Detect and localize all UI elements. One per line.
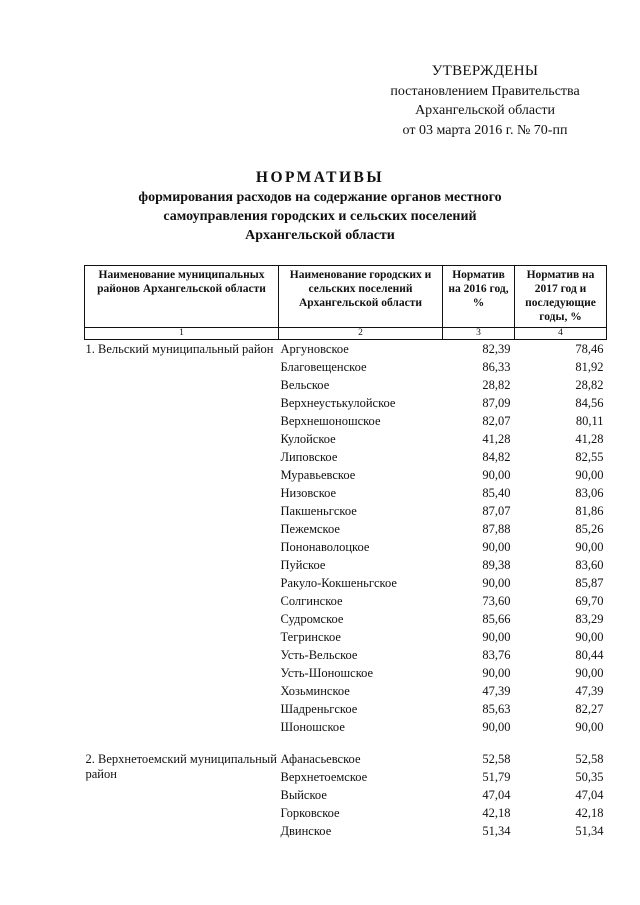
normative-2016: 41,28 bbox=[482, 431, 511, 446]
normative-2017: 85,26 bbox=[575, 521, 604, 536]
settlement-name: Тегринское bbox=[280, 629, 341, 644]
group-spacer bbox=[85, 736, 607, 750]
table-header-row bbox=[85, 266, 607, 328]
column-number: 3 bbox=[443, 328, 515, 340]
normative-2016: 82,39 bbox=[482, 341, 511, 356]
column-number: 2 bbox=[279, 328, 443, 340]
approval-line: Архангельской области bbox=[415, 103, 555, 118]
normative-2016: 87,88 bbox=[482, 521, 511, 536]
normative-2016: 90,00 bbox=[482, 575, 511, 590]
normative-2017: 83,06 bbox=[575, 485, 604, 500]
normative-2016: 47,04 bbox=[482, 787, 511, 802]
settlement-name: Двинское bbox=[280, 823, 332, 838]
normative-2017: 41,28 bbox=[575, 431, 604, 446]
normative-2017: 82,27 bbox=[575, 701, 604, 716]
settlement-name: Аргуновское bbox=[280, 341, 349, 356]
normative-2016: 87,07 bbox=[482, 503, 511, 518]
settlement-name: Усть-Шоношское bbox=[280, 665, 374, 680]
normative-2016: 90,00 bbox=[482, 539, 511, 554]
normative-2016: 51,79 bbox=[482, 769, 511, 784]
column-header-2017: Норматив на 2017 год и последующие годы, % bbox=[515, 266, 607, 328]
approval-line: постановлением Правительства bbox=[390, 83, 580, 99]
normative-2016: 85,63 bbox=[482, 701, 511, 716]
normative-2017: 42,18 bbox=[575, 805, 604, 820]
normative-2017: 90,00 bbox=[575, 467, 604, 482]
settlement-name: Горковское bbox=[280, 805, 340, 820]
normative-2016: 28,82 bbox=[482, 377, 511, 392]
normative-2016: 87,09 bbox=[482, 395, 511, 410]
settlement-name: Шоношское bbox=[280, 719, 345, 734]
district-name: 1. Вельский муниципальный район bbox=[85, 342, 274, 356]
document-title: НОРМАТИВЫ bbox=[255, 169, 385, 186]
settlement-name: Пононаволоцкое bbox=[280, 539, 370, 554]
normative-2017: 81,92 bbox=[575, 359, 604, 374]
normative-2017: 81,86 bbox=[575, 503, 604, 518]
normative-2017: 80,11 bbox=[575, 413, 604, 428]
settlement-name: Пуйское bbox=[280, 557, 326, 572]
normative-2016: 90,00 bbox=[482, 629, 511, 644]
normative-2016: 52,58 bbox=[482, 751, 511, 766]
settlement-name: Низовское bbox=[280, 485, 337, 500]
settlement-name: Судромское bbox=[280, 611, 344, 626]
normative-2017: 85,87 bbox=[575, 575, 604, 590]
document-subtitle: самоуправления городских и сельских поселений bbox=[163, 209, 477, 224]
normative-2017: 47,39 bbox=[575, 683, 604, 698]
settlement-name: Липовское bbox=[280, 449, 338, 464]
normative-2016: 85,66 bbox=[482, 611, 511, 626]
approval-date: от 03 марта 2016 г. № 70-пп bbox=[402, 122, 568, 138]
settlement-name: Благовещенское bbox=[280, 359, 367, 374]
settlement-name: Кулойское bbox=[280, 431, 336, 446]
normative-2017: 28,82 bbox=[575, 377, 604, 392]
settlement-name: Верхнетоемское bbox=[280, 769, 368, 784]
normative-2016: 84,82 bbox=[482, 449, 511, 464]
spacer-cell bbox=[85, 736, 607, 750]
normative-2016: 86,33 bbox=[482, 359, 511, 374]
settlement-name: Хозьминское bbox=[280, 683, 350, 698]
column-header-settlement: Наименование городских и сельских поселений Архангельской области bbox=[279, 266, 443, 328]
column-header-district: Наименование муниципальных районов Архангельской области bbox=[85, 266, 279, 328]
normative-2016: 51,34 bbox=[482, 823, 511, 838]
settlement-name: Муравьевское bbox=[280, 467, 356, 482]
normative-2016: 90,00 bbox=[482, 467, 511, 482]
normative-2017: 82,55 bbox=[575, 449, 604, 464]
normative-2016: 85,40 bbox=[482, 485, 511, 500]
column-header-2016: Норматив на 2016 год, % bbox=[443, 266, 515, 328]
settlement-name: Верхнеустькулойское bbox=[280, 395, 396, 410]
normative-2016: 90,00 bbox=[482, 665, 511, 680]
settlement-name: Верхнешоношское bbox=[280, 413, 381, 428]
table-body bbox=[85, 340, 607, 841]
settlement-name: Пежемское bbox=[280, 521, 340, 536]
approval-title: УТВЕРЖДЕНЫ bbox=[431, 63, 539, 79]
normative-2017: 83,60 bbox=[575, 557, 604, 572]
normative-2017: 90,00 bbox=[575, 719, 604, 734]
column-number: 4 bbox=[515, 328, 607, 340]
normative-2016: 89,38 bbox=[482, 557, 511, 572]
normative-2017: 78,46 bbox=[575, 341, 604, 356]
column-number: 1 bbox=[85, 328, 279, 340]
normative-2017: 50,35 bbox=[575, 769, 604, 784]
district-name: 2. Верхнетоемский муниципальный район bbox=[85, 752, 277, 781]
settlement-name: Усть-Вельское bbox=[280, 647, 358, 662]
normative-2016: 42,18 bbox=[482, 805, 511, 820]
document-heading bbox=[80, 168, 560, 245]
column-numbers-row bbox=[85, 328, 607, 340]
normatives-table bbox=[84, 265, 607, 840]
normative-2016: 82,07 bbox=[482, 413, 511, 428]
normative-2016: 73,60 bbox=[482, 593, 511, 608]
normative-2016: 83,76 bbox=[482, 647, 511, 662]
document-subtitle: Архангельской области bbox=[245, 228, 395, 243]
table-row bbox=[85, 340, 607, 359]
normative-2017: 69,70 bbox=[575, 593, 604, 608]
normative-2017: 52,58 bbox=[575, 751, 604, 766]
normative-2017: 90,00 bbox=[575, 539, 604, 554]
normative-2017: 90,00 bbox=[575, 665, 604, 680]
normative-2017: 90,00 bbox=[575, 629, 604, 644]
normative-2017: 47,04 bbox=[575, 787, 604, 802]
settlement-name: Афанасьевское bbox=[280, 751, 361, 766]
settlement-name: Шадреньгское bbox=[280, 701, 358, 716]
settlement-name: Пакшеньгское bbox=[280, 503, 357, 518]
settlement-name: Вельское bbox=[280, 377, 330, 392]
table-row bbox=[85, 750, 607, 768]
settlement-name: Солгинское bbox=[280, 593, 343, 608]
normative-2017: 84,56 bbox=[575, 395, 604, 410]
normative-2017: 80,44 bbox=[575, 647, 604, 662]
document-subtitle: формирования расходов на содержание органов местного bbox=[138, 190, 502, 205]
normative-2017: 83,29 bbox=[575, 611, 604, 626]
normative-2016: 90,00 bbox=[482, 719, 511, 734]
normative-2017: 51,34 bbox=[575, 823, 604, 838]
settlement-name: Ракуло-Кокшеньгское bbox=[280, 575, 397, 590]
approval-block bbox=[370, 62, 600, 140]
settlement-name: Выйское bbox=[280, 787, 327, 802]
normative-2016: 47,39 bbox=[482, 683, 511, 698]
